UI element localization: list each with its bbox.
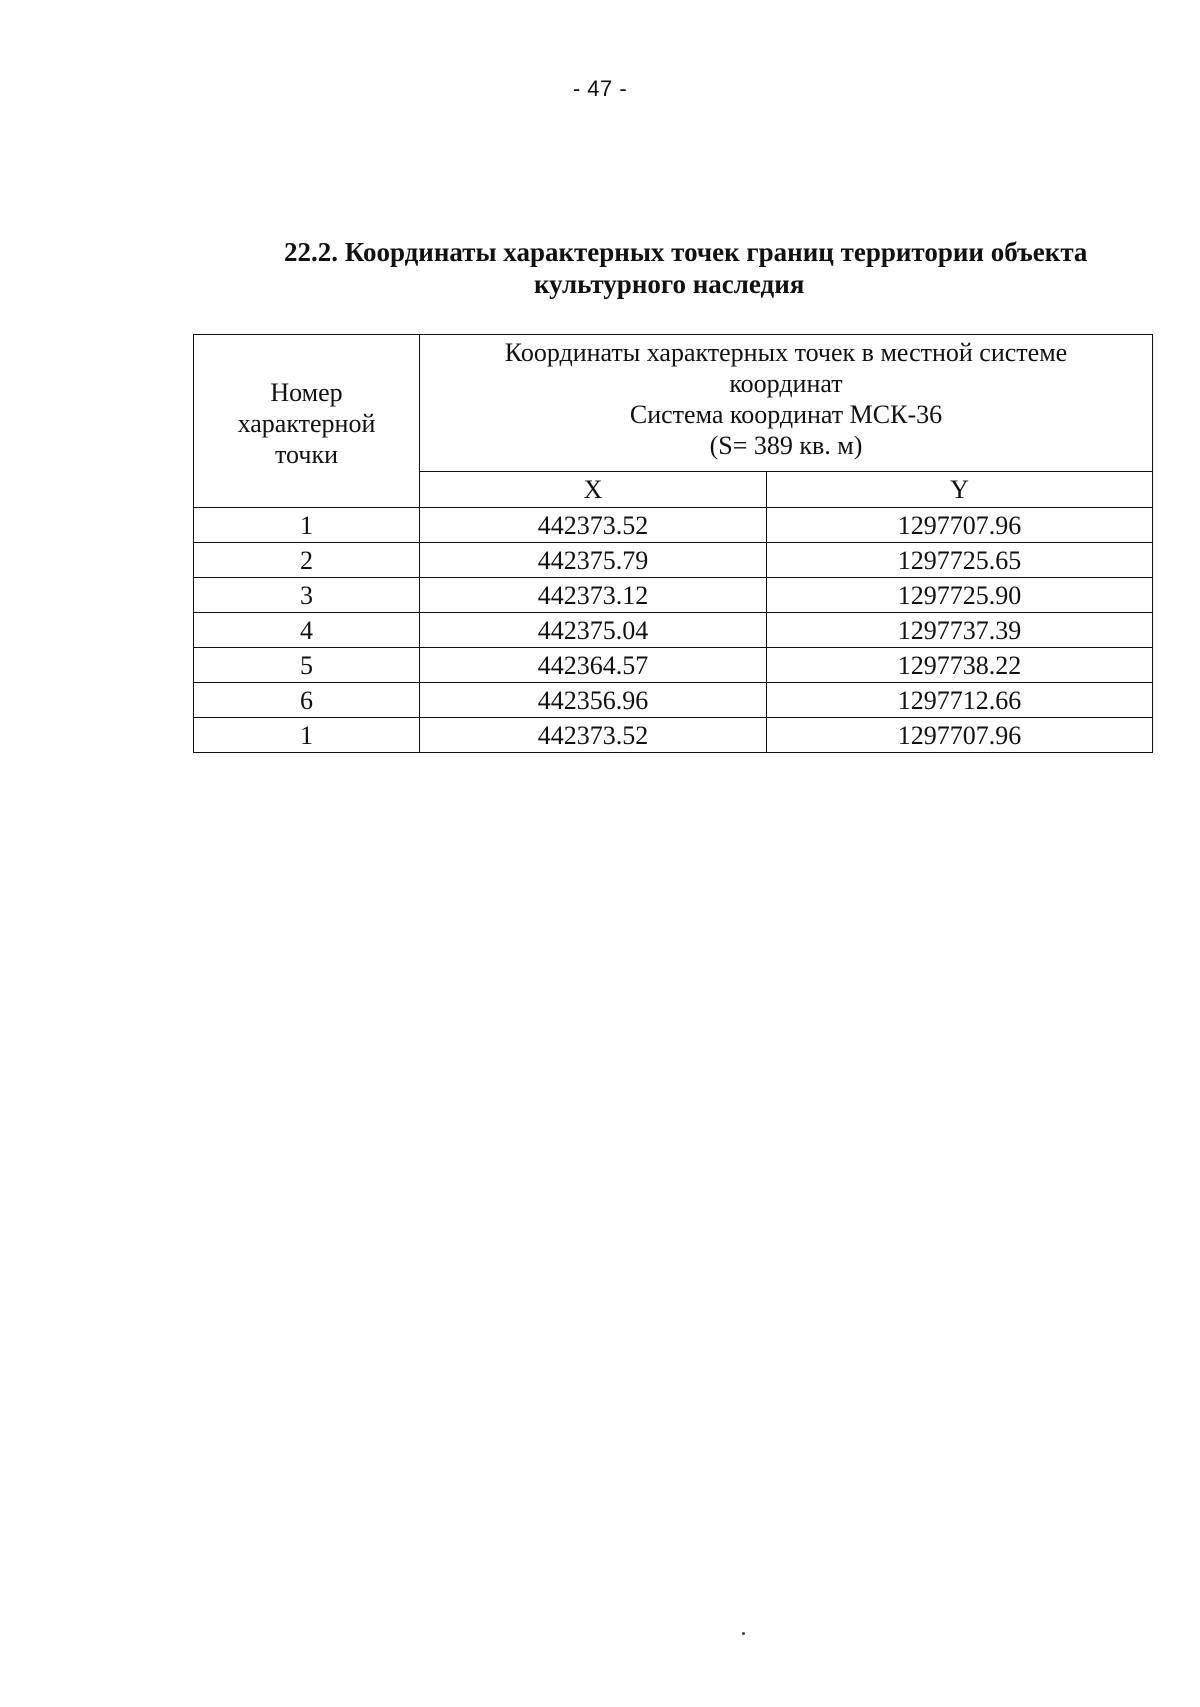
x-column-header: X [420,472,767,508]
coordinates-header-line: (S= 389 кв. м) [709,431,863,460]
point-number-header-line: характерной [237,408,376,438]
section-heading-line-2: культурного наследия [534,269,805,299]
table-row [194,578,1153,613]
speck-mark [742,1632,745,1635]
x-coordinate-cell: 442375.79 [420,543,767,578]
x-coordinate-cell: 442373.12 [420,578,767,613]
table-row [194,508,1153,543]
point-number-cell: 2 [194,543,420,578]
table-row [194,718,1153,753]
coordinates-header [420,335,1153,472]
x-coordinate-cell: 442375.04 [420,613,767,648]
point-number-cell: 6 [194,683,420,718]
x-coordinate-cell: 442364.57 [420,648,767,683]
y-coordinate-cell: 1297725.65 [767,543,1153,578]
coordinates-header-line: координат [729,369,843,398]
x-coordinate-cell: 442373.52 [420,508,767,543]
point-number-cell: 4 [194,613,420,648]
point-number-header-line: Номер [270,377,343,407]
table-row [194,648,1153,683]
point-number-cell: 5 [194,648,420,683]
point-number-header [194,335,420,508]
y-column-header: Y [767,472,1153,508]
table-row [194,683,1153,718]
y-coordinate-cell: 1297707.96 [767,508,1153,543]
point-number-cell: 1 [194,718,420,753]
y-coordinate-cell: 1297737.39 [767,613,1153,648]
table-header-row [194,335,1153,472]
table-row [194,543,1153,578]
table-row [194,613,1153,648]
y-coordinate-cell: 1297712.66 [767,683,1153,718]
y-coordinate-cell: 1297707.96 [767,718,1153,753]
coordinates-header-line: Система координат МСК-36 [629,400,943,429]
point-number-cell: 1 [194,508,420,543]
y-coordinate-cell: 1297725.90 [767,578,1153,613]
page-number: - 47 - [572,76,628,101]
coordinates-table [193,334,1153,753]
x-coordinate-cell: 442373.52 [420,718,767,753]
coordinates-header-line: Координаты характерных точек в местной системе [504,338,1068,367]
y-coordinate-cell: 1297738.22 [767,648,1153,683]
section-heading-line-1: 22.2. Координаты характерных точек границ территории объекта [284,237,1088,267]
table-body [194,508,1153,753]
point-number-header-line: точки [275,439,338,469]
x-coordinate-cell: 442356.96 [420,683,767,718]
point-number-cell: 3 [194,578,420,613]
section-heading [270,236,1150,300]
